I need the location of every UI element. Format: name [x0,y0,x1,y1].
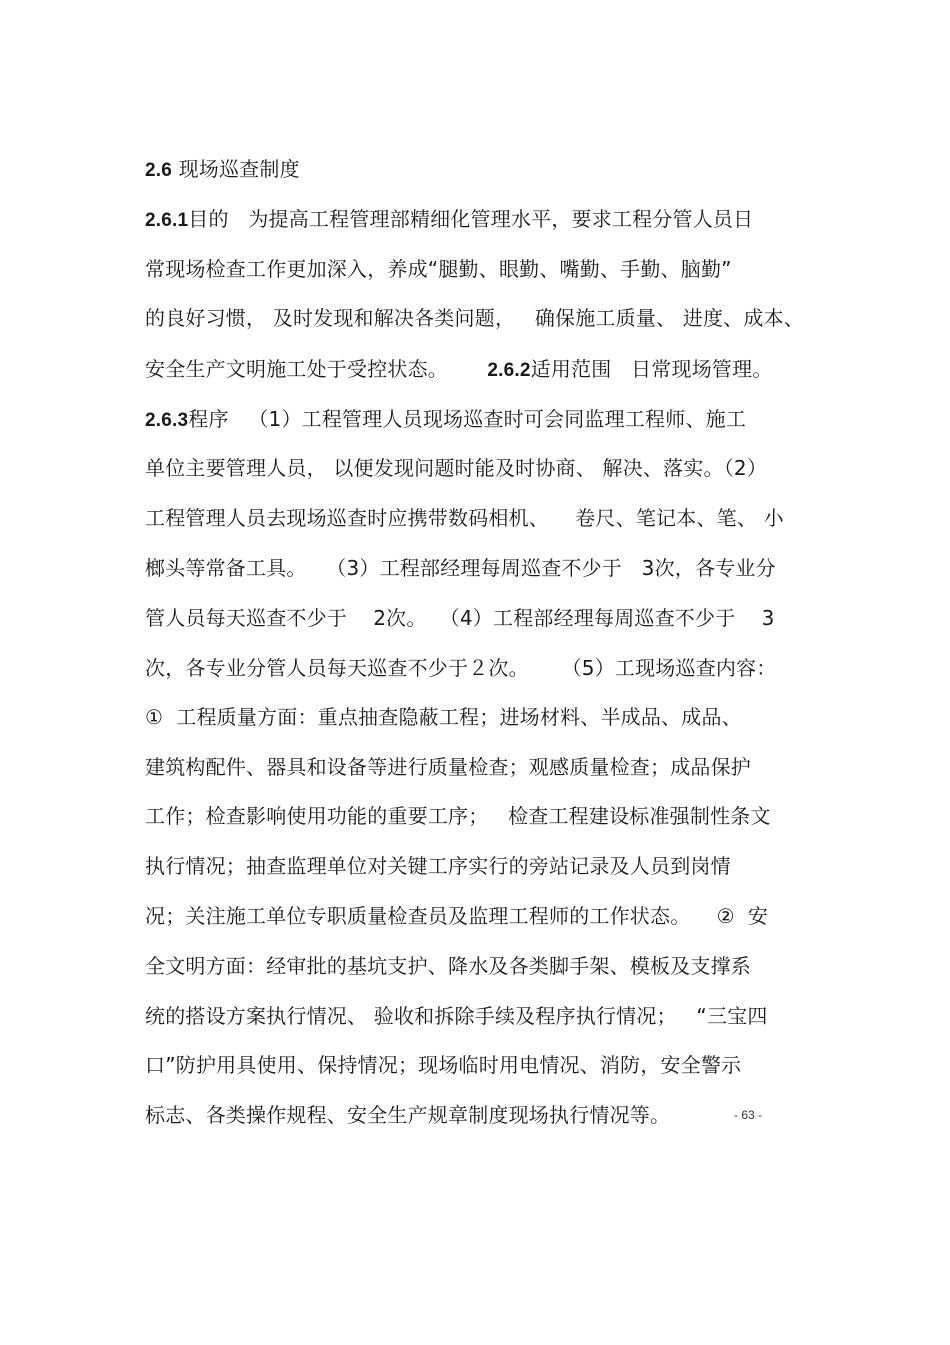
paragraph-line [145,948,810,984]
paragraph-line [145,600,810,636]
line-text: 统的搭设方案执行情况、 验收和拆除手续及程序执行情况； “三宝四 [145,1004,768,1028]
line-text: 标志、各类操作规程、安全生产规章制度现场执行情况等。 [145,1103,671,1127]
paragraph-line [145,749,810,785]
line-text: 单位主要管理人员， 以便发现问题时能及时协商、 解决、落实。（2） [145,456,768,480]
paragraph-line [145,450,810,486]
line-text: 全文明方面：经审批的基坑支护、降水及各类脚手架、模板及支撑系 [145,954,751,978]
line-text: 口”防护用具使用、保持情况；现场临时用电情况、消防，安全警示 [145,1053,742,1077]
line-text: 程序 （1）工程管理人员现场巡查时可会同监理工程师、施工 [188,407,747,431]
line-text: 管人员每天巡查不少于 2次。 （4）工程部经理每周巡查不少于 3 [145,606,775,630]
line-text: 建筑构配件、器具和设备等进行质量检查；观感质量检查；成品保护 [145,755,751,779]
paragraph-line [145,500,810,536]
line-text: 执行情况；抽查监理单位对关键工序实行的旁站记录及人员到岗情 [145,854,731,878]
line-text: 工程管理人员去现场巡查时应携带数码相机、 卷尺、笔记本、笔、 小 [145,506,784,530]
paragraph-line [145,1047,810,1083]
paragraph-line [145,848,810,884]
line-text: 适用范围 日常现场管理。 [530,357,773,381]
section-title: 现场巡查制度 [178,157,300,181]
subsection-number: 2.6.1 [145,210,189,231]
page-number: - 63 - [734,1108,763,1122]
paragraph-line [145,798,810,834]
paragraph-line [145,650,810,686]
paragraph-line [145,251,810,287]
paragraph-line [145,1097,810,1133]
line-text: 况；关注施工单位专职质量检查员及监理工程师的工作状态。 ② 安 [145,904,769,928]
line-text: 安全生产文明施工处于受控状态。 [145,357,488,381]
line-text: 的良好习惯， 及时发现和解决各类问题， 确保施工质量、 进度、成本、 [145,306,804,330]
section-heading [145,151,810,187]
line-text: 工作；检查影响使用功能的重要工序； 检查工程建设标准强制性条文 [145,804,771,828]
paragraph-line [145,401,810,437]
line-text: 常现场检查工作更加深入，养成“腿勤、眼勤、嘴勤、手勤、脑勤” [145,257,732,281]
line-text: 次，各专业分管人员每天巡查不少于２次。 （5）工现场巡查内容： [145,656,777,680]
paragraph-line [145,201,810,237]
paragraph-line [145,998,810,1034]
paragraph-line [145,898,810,934]
line-text: ① 工程质量方面：重点抽查隐蔽工程；进场材料、半成品、成品、 [145,705,742,729]
subsection-number: 2.6.2 [487,360,531,381]
section-number: 2.6 [145,160,173,181]
subsection-number: 2.6.3 [145,410,189,431]
line-text: 目的 为提高工程管理部精细化管理水平，要求工程分管人员日 [188,207,754,231]
line-text: 榔头等常备工具。 （3）工程部经理每周巡查不少于 3次，各专业分 [145,556,776,580]
paragraph-line [145,550,810,586]
paragraph-line [145,300,810,336]
paragraph-line [145,351,810,387]
paragraph-line [145,699,810,735]
